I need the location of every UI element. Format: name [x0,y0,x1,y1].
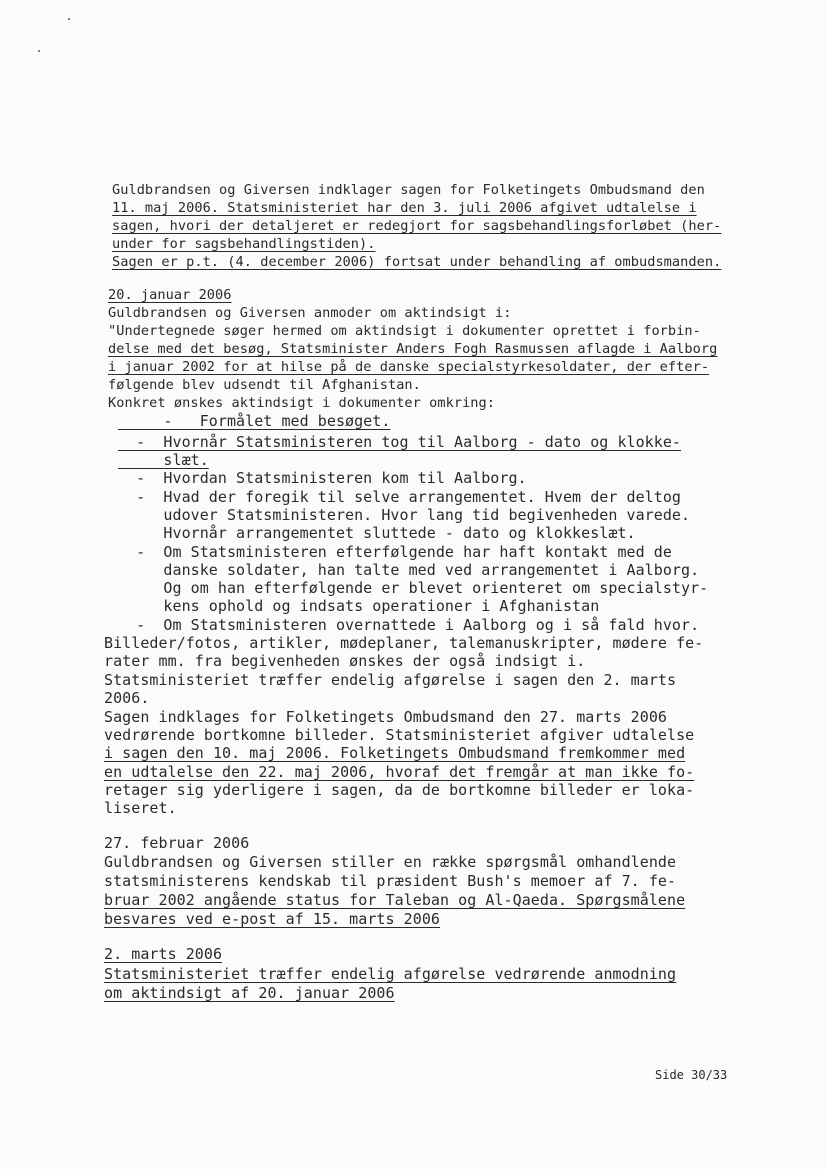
s4-date: 2. marts 2006 [104,945,223,963]
s2-line-12: vedrørende bortkomne billeder. Statsministeriet afgiver udtalelse [104,726,695,744]
s2-line-8: rater mm. fra begivenheden ønskes der også indsigt i. [104,652,586,670]
s3-line-1: Guldbrandsen og Giversen stiller en række spørgsmål omhandlende [104,853,677,871]
s2-line-3: delse med det besøg, Statsminister Anders Fogh Rasmussen aflagde i Aalborg [108,341,718,357]
s2-bullet-5: - Om Statsministeren efterfølgende har haft kontakt med de [118,543,672,561]
s2-bullet-4: - Hvad der foregik til selve arrangementet. Hvem der deltog [118,488,682,506]
s3-line-4: besvares ved e-post af 15. marts 2006 [104,910,440,928]
s2-line-9: Statsministeriet træffer endelig afgørelse i sagen den 2. marts [104,671,677,689]
s2-line-1: Guldbrandsen og Giversen anmoder om aktindsigt i: [108,305,512,321]
s2-bullet-3: - Hvordan Statsministeren kom til Aalborg. [118,469,527,487]
s2-date: 20. januar 2006 [108,287,232,303]
scan-speck [38,50,40,52]
scan-speck [68,18,70,20]
s3-date: 27. februar 2006 [104,834,250,852]
s2-line-13: i sagen den 10. maj 2006. Folketingets Ombudsmand fremkommer med [104,744,686,762]
s1-line-1: Guldbrandsen og Giversen indklager sagen for Folketingets Ombudsmand den [112,182,705,198]
s2-bullet-4-cont-2: Hvornår arrangementet sluttede - dato og klokkeslæt. [118,524,636,542]
s2-line-6: Konkret ønskes aktindsigt i dokumenter omkring: [108,395,496,411]
s2-bullet-6: - Om Statsministeren overnattede i Aalborg og i så fald hvor. [118,616,700,634]
s2-line-16: liseret. [104,799,177,817]
s1-line-3: sagen, hvori der detaljeret er redegjort for sagsbehandlingsforløbet (her- [112,218,722,234]
s3-line-2: statsministerens kendskab til præsident Bush's memoer af 7. fe- [104,872,677,890]
s2-line-5: følgende blev udsendt til Afghanistan. [108,377,421,393]
s2-bullet-2: - Hvornår Statsministeren tog til Aalborg - dato og klokke- [118,433,682,451]
s2-line-10: 2006. [104,689,150,707]
s2-line-4: i januar 2002 for at hilse på de danske specialstyrkesoldater, der efter- [108,359,710,375]
s4-line-1: Statsministeriet træffer endelig afgørelse vedrørende anmodning [104,965,677,983]
s4-line-2: om aktindsigt af 20. januar 2006 [104,984,395,1002]
s1-line-2: 11. maj 2006. Statsministeriet har den 3. juli 2006 afgivet udtalelse i [112,200,697,216]
s2-line-15: retager sig yderligere i sagen, da de bortkomne billeder er loka- [104,781,695,799]
s2-line-7: Billeder/fotos, artikler, mødeplaner, talemanuskripter, mødere fe- [104,634,704,652]
s3-line-3: bruar 2002 angående status for Taleban og Al-Qaeda. Spørgsmålene [104,891,686,909]
s2-bullet-5-cont-3: kens ophold og indsats operationer i Afghanistan [118,597,600,615]
page-number: Side 30/33 [655,1068,728,1082]
s1-line-5: Sagen er p.t. (4. december 2006) fortsat under behandling af ombudsmanden. [112,254,722,270]
s2-line-2: "Undertegnede søger hermed om aktindsigt i dokumenter oprettet i forbin- [108,323,701,339]
s2-bullet-5-cont-2: Og om han efterfølgende er blevet orienteret om specialstyr- [118,579,709,597]
s2-line-11: Sagen indklages for Folketingets Ombudsmand den 27. marts 2006 [104,708,668,726]
s2-bullet-1: - Formålet med besøget. [118,412,391,430]
s2-line-14: en udtalelse den 22. maj 2006, hvoraf det fremgår at man ikke fo- [104,763,695,781]
s1-line-4: under for sagsbehandlingstiden). [112,236,376,252]
s2-bullet-4-cont-1: udover Statsministeren. Hvor lang tid begivenheden varede. [118,506,691,524]
s2-bullet-2-cont: slæt. [118,451,209,469]
s2-bullet-5-cont-1: danske soldater, han talte med ved arrangementet i Aalborg. [118,561,700,579]
